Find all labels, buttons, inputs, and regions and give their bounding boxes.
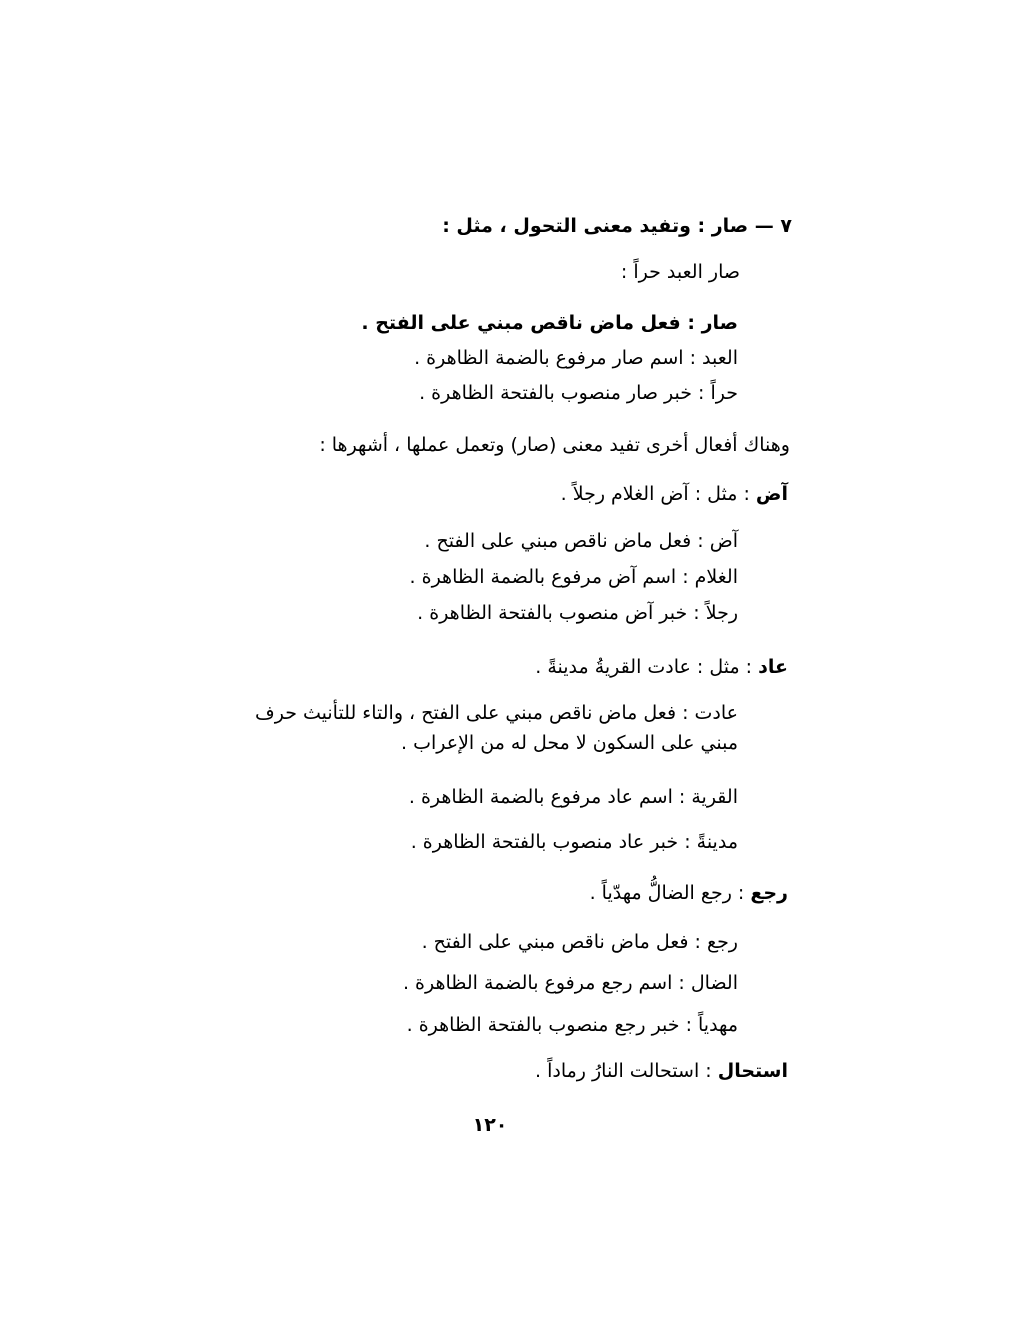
section-heading: ٧ — صار : وتفيد معنى التحول ، مثل : [442,215,792,237]
analysis-line: حراً : خبر صار منصوب بالفتحة الظاهرة . [419,382,738,404]
example-sentence: صار العبد حراً : [620,261,740,283]
analysis-line: عادت : فعل ماض ناقص مبني على الفتح ، والتاء للتأنيث حرف [255,702,738,724]
page-number: ١٢٠ [472,1114,508,1136]
analysis-line: صار : فعل ماض ناقص مبني على الفتح . [361,312,738,334]
verb-example: : مثل : آض الغلام رجلاً . [560,483,756,505]
analysis-line: آض : فعل ماض ناقص مبني على الفتح . [424,530,738,552]
analysis-line: العبد : اسم صار مرفوع بالضمة الظاهرة . [414,347,738,369]
analysis-line: الغلام : اسم آض مرفوع بالضمة الظاهرة . [409,566,738,588]
verb-example-line [535,1058,788,1084]
analysis-line: مدينةً : خبر عاد منصوب بالفتحة الظاهرة . [410,831,738,853]
verb-example: : رجع الضالُّ مهدّياً . [589,882,751,904]
analysis-line: الضال : اسم رجع مرفوع بالضمة الظاهرة . [402,972,738,994]
analysis-continuation: مبني على السكون لا محل له من الإعراب . [401,732,738,754]
analysis-line: القرية : اسم عاد مرفوع بالضمة الظاهرة . [408,786,738,808]
verb-term: استحال [717,1060,788,1082]
verb-term: آض [755,483,788,505]
analysis-line: رجع : فعل ماض ناقص مبني على الفتح . [421,931,738,953]
verb-example: : مثل : عادت القريةُ مدينةً . [535,656,759,678]
analysis-line: مهدياً : خبر رجع منصوب بالفتحة الظاهرة . [406,1014,738,1036]
verb-example-line [590,880,788,906]
verb-example-line [535,654,788,680]
verb-example-line [561,481,788,507]
verb-term: رجع [750,882,788,904]
analysis-line: رجلاً : خبر آض منصوب بالفتحة الظاهرة . [417,602,738,624]
verb-term: عاد [758,656,788,678]
verb-example: : استحالت النارُ رماداً . [535,1060,718,1082]
intro-paragraph: وهناك أفعال أخرى تفيد معنى (صار) وتعمل عملها ، أشهرها : [319,434,790,456]
